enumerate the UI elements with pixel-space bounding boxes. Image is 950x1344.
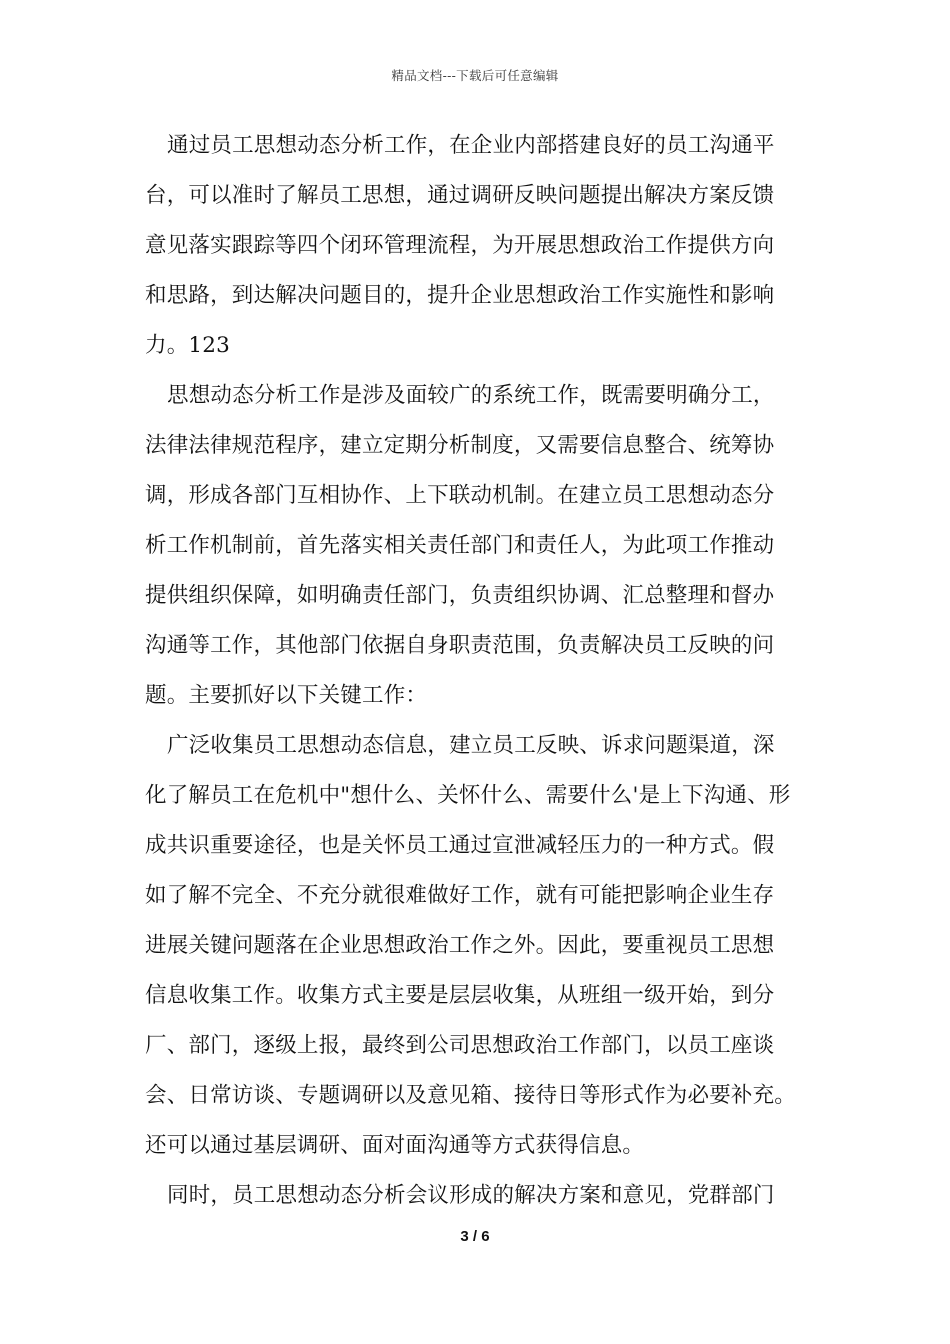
text-line: 化了解员工在危机中"想什么、关怀什么、需要什么'是上下沟通、形 bbox=[145, 783, 791, 808]
text-line: 提供组织保障，如明确责任部门，负责组织协调、汇总整理和督办 bbox=[145, 583, 775, 608]
paragraph bbox=[145, 128, 825, 378]
text-line: 如了解不完全、不充分就很难做好工作，就有可能把影响企业生存 bbox=[145, 883, 775, 908]
page-number: 3 / 6 bbox=[460, 1228, 490, 1245]
text-line: 题。主要抓好以下关键工作： bbox=[145, 683, 428, 708]
text-line: 析工作机制前，首先落实相关责任部门和责任人，为此项工作推动 bbox=[145, 533, 775, 558]
text-line: 通过员工思想动态分析工作，在企业内部搭建良好的员工沟通平 bbox=[167, 133, 775, 158]
text-line: 进展关键问题落在企业思想政治工作之外。因此，要重视员工思想 bbox=[145, 933, 775, 958]
text-line: 法律法律规范程序，建立定期分析制度，又需要信息整合、统筹协 bbox=[145, 433, 775, 458]
text-line: 信息收集工作。收集方式主要是层层收集，从班组一级开始，到分 bbox=[145, 983, 775, 1008]
page-header: 精品文档---下载后可任意编辑 bbox=[391, 68, 559, 83]
paragraph bbox=[145, 1178, 825, 1228]
text-line: 思想动态分析工作是涉及面较广的系统工作，既需要明确分工， bbox=[167, 383, 775, 408]
paragraph bbox=[145, 728, 825, 1178]
text-line: 广泛收集员工思想动态信息，建立员工反映、诉求问题渠道，深 bbox=[167, 733, 775, 758]
text-line: 同时，员工思想动态分析会议形成的解决方案和意见，党群部门 bbox=[167, 1183, 775, 1208]
paragraph bbox=[145, 378, 825, 728]
text-line: 厂、部门，逐级上报，最终到公司思想政治工作部门，以员工座谈 bbox=[145, 1033, 775, 1058]
text-line: 意见落实跟踪等四个闭环管理流程，为开展思想政治工作提供方向 bbox=[145, 233, 775, 258]
document-body bbox=[145, 128, 825, 1228]
text-line: 成共识重要途径，也是关怀员工通过宣泄减轻压力的一种方式。假 bbox=[145, 833, 775, 858]
text-line: 调，形成各部门互相协作、上下联动机制。在建立员工思想动态分 bbox=[145, 483, 775, 508]
text-line: 台，可以准时了解员工思想，通过调研反映问题提出解决方案反馈 bbox=[145, 183, 775, 208]
text-line: 沟通等工作，其他部门依据自身职责范围，负责解决员工反映的问 bbox=[145, 633, 775, 658]
text-line: 还可以通过基层调研、面对面沟通等方式获得信息。 bbox=[145, 1133, 645, 1158]
text-line: 和思路，到达解决问题目的，提升企业思想政治工作实施性和影响 bbox=[145, 283, 775, 308]
text-line: 会、日常访谈、专题调研以及意见箱、接待日等形式作为必要补充。 bbox=[145, 1083, 797, 1108]
text-line: 力。123 bbox=[145, 333, 231, 358]
